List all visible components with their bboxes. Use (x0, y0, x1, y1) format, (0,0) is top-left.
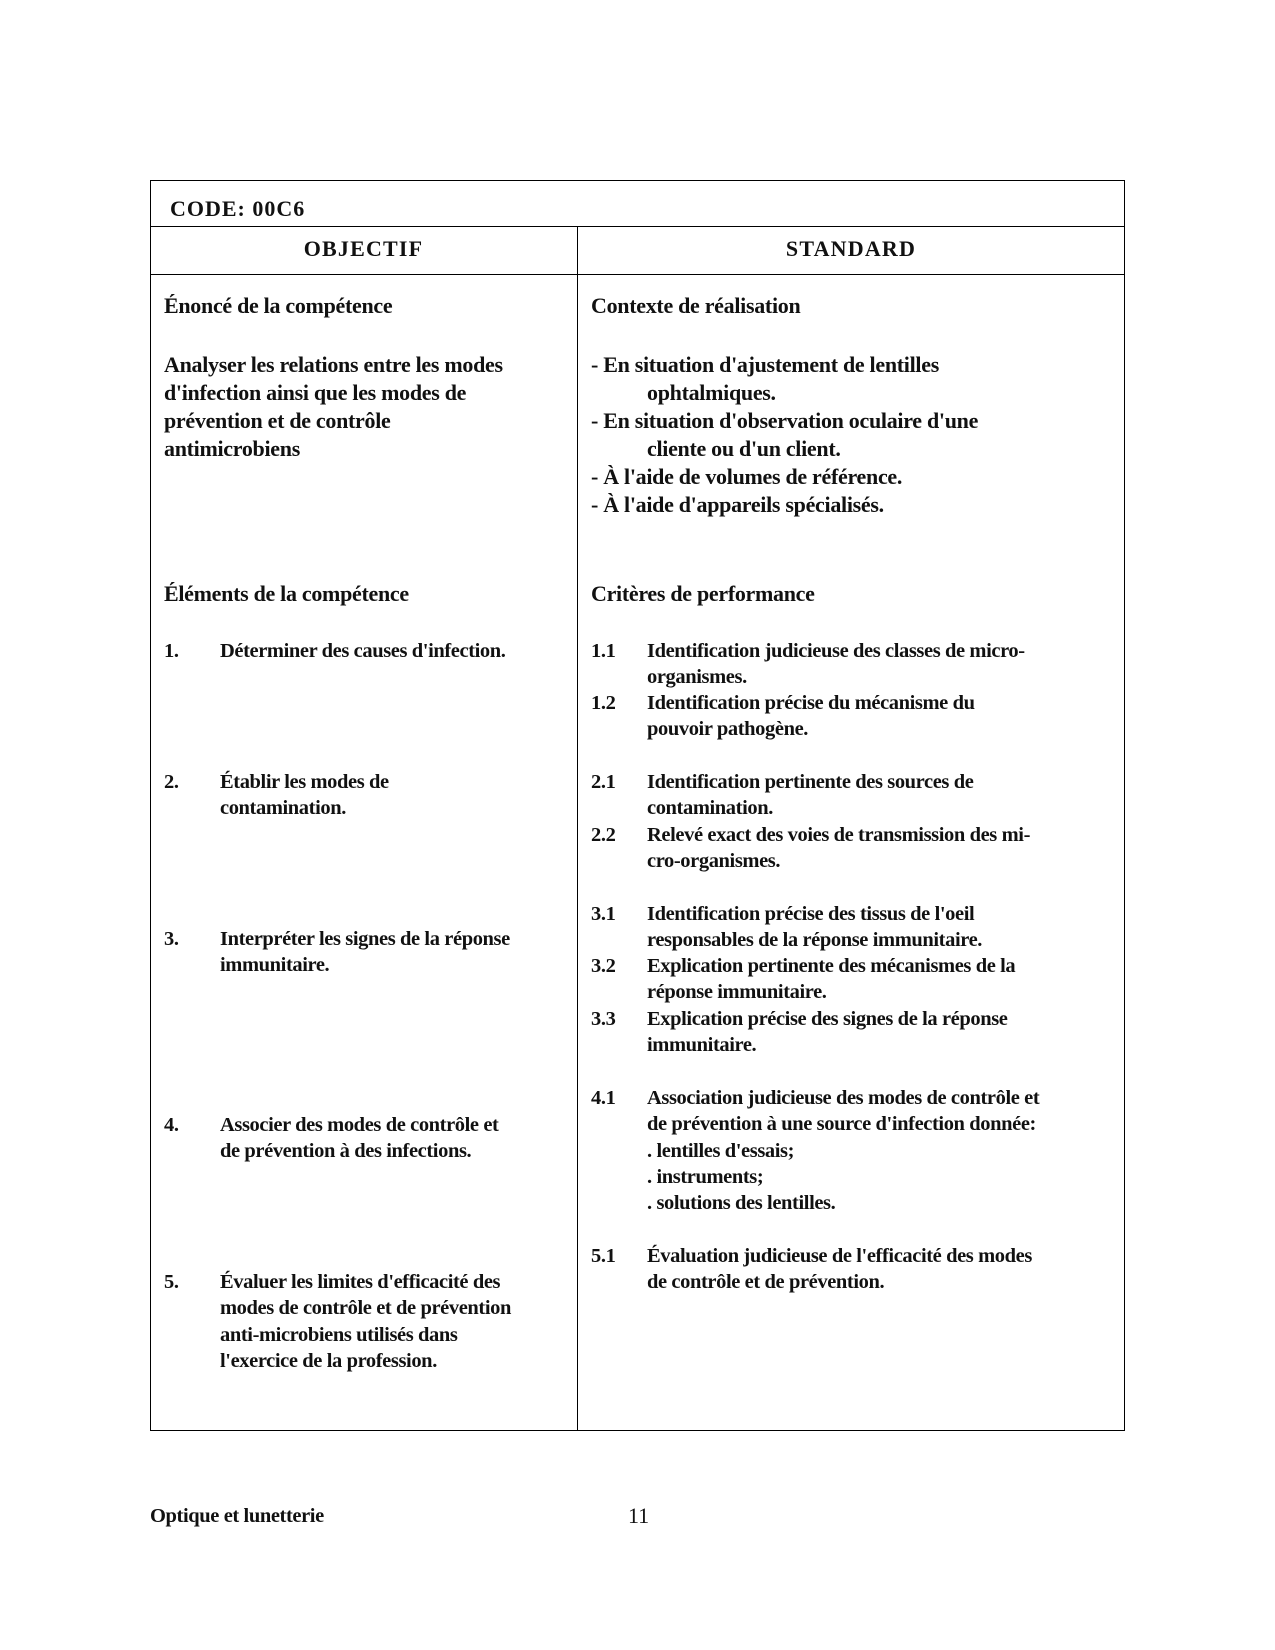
critere-item-line: responsables de la réponse immunitaire. (647, 929, 983, 952)
critere-item-line: . lentilles d'essais; (647, 1139, 795, 1162)
critere-item-number: 5.1 (591, 1245, 616, 1267)
element-item-line: immunitaire. (220, 954, 330, 977)
enonce-line: prévention et de contrôle (164, 408, 391, 433)
critere-item-line: Évaluation judicieuse de l'efficacité des modes (647, 1245, 1032, 1267)
footer-title: Optique et lunetterie (150, 1505, 324, 1527)
critere-item-line: pouvoir pathogène. (647, 718, 809, 741)
element-item-line: Déterminer des causes d'infection. (220, 640, 506, 662)
contexte-list (591, 351, 978, 519)
header-standard: STANDARD (785, 236, 917, 261)
element-item-line: de prévention à des infections. (220, 1140, 472, 1163)
critere-item-text (647, 1085, 1039, 1216)
enonce-line: Analyser les relations entre les modes (164, 352, 503, 377)
enonce-text (164, 351, 503, 463)
critere-item-line: réponse immunitaire. (647, 981, 827, 1004)
element-item-line: Associer des modes de contrôle et (220, 1114, 499, 1136)
critere-item-line: Identification précise du mécanisme du (647, 692, 975, 714)
critere-item-line: Identification pertinente des sources de (647, 771, 974, 793)
contexte-line: ophtalmiques. (647, 380, 776, 405)
element-item-line: anti-microbiens utilisés dans (220, 1323, 458, 1346)
contexte-line: - En situation d'ajustement de lentilles (591, 352, 939, 377)
critere-item-number: 1.1 (591, 640, 616, 662)
element-item-text (220, 769, 389, 822)
element-item-line: modes de contrôle et de prévention (220, 1297, 511, 1320)
element-item-number: 5. (164, 1271, 179, 1293)
critere-item-number: 2.2 (591, 824, 616, 846)
critere-item-text (647, 1006, 1008, 1059)
contexte-line: - À l'aide de volumes de référence. (591, 464, 903, 489)
critere-item-line: cro-organismes. (647, 850, 781, 873)
critere-item-line: de contrôle et de prévention. (647, 1271, 885, 1294)
header-objectif: OBJECTIF (303, 236, 424, 261)
contexte-title: Contexte de réalisation (591, 293, 801, 318)
contexte-line: cliente ou d'un client. (647, 436, 841, 461)
critere-item-number: 4.1 (591, 1087, 616, 1109)
element-item-line: Interpréter les signes de la réponse (220, 928, 510, 950)
critere-item-text (647, 1243, 1032, 1296)
code-label: CODE: 00C6 (170, 196, 306, 221)
critere-item-number: 3.2 (591, 955, 616, 977)
elements-title: Éléments de la compétence (164, 581, 409, 606)
critere-item-text (647, 953, 1015, 1006)
contexte-line: - À l'aide d'appareils spécialisés. (591, 492, 884, 517)
element-item-line: Établir les modes de (220, 771, 389, 793)
page-number: 11 (628, 1503, 650, 1528)
critere-item-line: immunitaire. (647, 1034, 757, 1057)
critere-item-text (647, 690, 975, 743)
element-item-line: Évaluer les limites d'efficacité des (220, 1271, 501, 1293)
critere-item-line: Relevé exact des voies de transmission des mi- (647, 824, 1031, 846)
critere-item-number: 2.1 (591, 771, 616, 793)
element-item-text (220, 638, 506, 664)
critere-item-line: Explication précise des signes de la réponse (647, 1008, 1008, 1030)
element-item-text (220, 1112, 499, 1165)
element-item-number: 4. (164, 1114, 179, 1136)
element-item-number: 2. (164, 771, 179, 793)
critere-item-text (647, 901, 982, 954)
element-item-number: 1. (164, 640, 179, 662)
critere-item-number: 3.1 (591, 903, 616, 925)
enonce-line: antimicrobiens (164, 436, 300, 461)
critere-item-line: Explication pertinente des mécanismes de la (647, 955, 1016, 977)
critere-item-line: Identification précise des tissus de l'oeil (647, 903, 975, 925)
enonce-title: Énoncé de la compétence (164, 293, 393, 318)
contexte-line: - En situation d'observation oculaire d'une (591, 408, 979, 433)
critere-item-line: de prévention à une source d'infection donnée: (647, 1113, 1036, 1136)
element-item-number: 3. (164, 928, 179, 950)
divider (150, 274, 1125, 275)
critere-item-text (647, 822, 1030, 875)
critere-item-line: contamination. (647, 797, 773, 820)
element-item-text (220, 1269, 511, 1374)
criteres-title: Critères de performance (591, 581, 815, 606)
critere-item-line: . solutions des lentilles. (647, 1192, 836, 1215)
critere-item-number: 3.3 (591, 1008, 616, 1030)
element-item-line: l'exercice de la profession. (220, 1349, 437, 1372)
divider (150, 226, 1125, 227)
critere-item-number: 1.2 (591, 692, 616, 714)
element-item-text (220, 926, 510, 979)
critere-item-text (647, 769, 973, 822)
critere-item-line: Identification judicieuse des classes de micro- (647, 640, 1025, 662)
critere-item-text (647, 638, 1025, 691)
critere-item-line: . instruments; (647, 1165, 764, 1188)
enonce-line: d'infection ainsi que les modes de (164, 380, 467, 405)
column-divider (577, 227, 578, 1431)
critere-item-line: organismes. (647, 666, 747, 689)
element-item-line: contamination. (220, 797, 346, 820)
critere-item-line: Association judicieuse des modes de contrôle et (647, 1087, 1040, 1109)
